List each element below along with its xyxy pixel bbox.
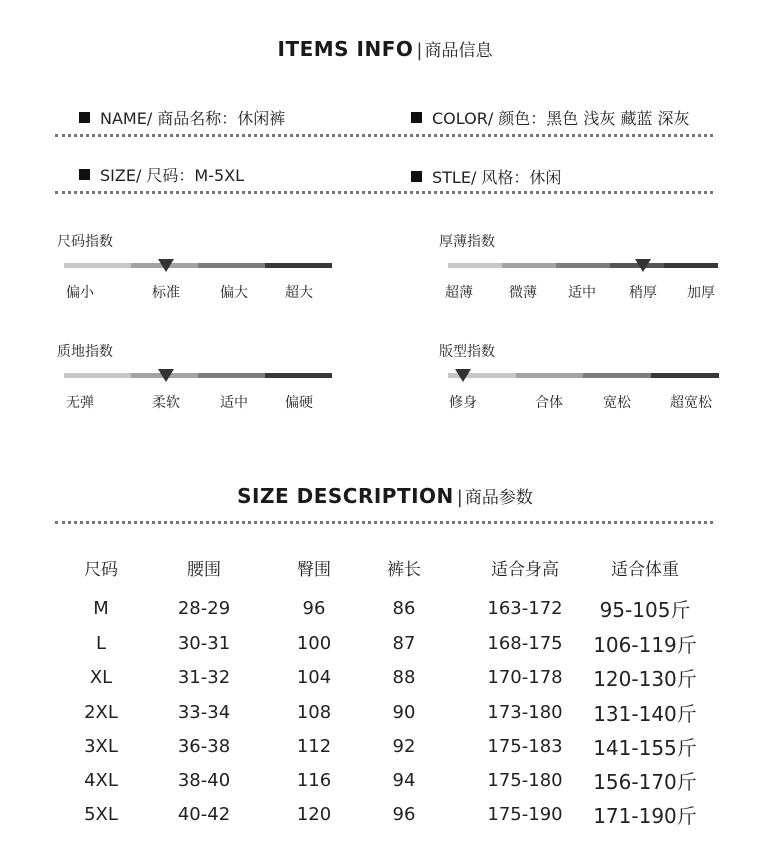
item-size bbox=[79, 163, 244, 186]
table-cell: 156-170斤 bbox=[593, 770, 697, 794]
table-cell: 86 bbox=[392, 598, 416, 619]
item-color bbox=[411, 106, 690, 129]
table-cell: 168-175 bbox=[487, 633, 563, 654]
table-header-cell: 适合身高 bbox=[491, 560, 559, 580]
scale-marker-icon bbox=[455, 369, 471, 382]
table-cell: 96 bbox=[392, 804, 416, 825]
title-separator: | bbox=[416, 40, 423, 61]
scale-option-label: 微薄 bbox=[509, 285, 537, 301]
square-bullet-icon bbox=[79, 169, 90, 180]
table-cell: 106-119斤 bbox=[593, 633, 697, 657]
table-cell: 28-29 bbox=[177, 598, 231, 619]
items-info-title-cn: 商品信息 bbox=[424, 41, 493, 61]
scale-heading: 质地指数 bbox=[57, 344, 113, 360]
divider bbox=[55, 521, 713, 524]
square-bullet-icon bbox=[411, 171, 422, 182]
scale-bar-segment bbox=[448, 263, 502, 268]
divider bbox=[55, 134, 713, 137]
table-cell: L bbox=[95, 633, 107, 654]
item-size-text: SIZE/ 尺码：M-5XL bbox=[100, 166, 245, 185]
scale-bar-segment bbox=[265, 263, 332, 268]
table-cell: 30-31 bbox=[177, 633, 231, 654]
table-cell: 5XL bbox=[84, 804, 118, 825]
scale-option-label: 修身 bbox=[449, 395, 477, 411]
divider bbox=[55, 191, 713, 194]
table-cell: 96 bbox=[302, 598, 326, 619]
scale-option-label: 柔软 bbox=[152, 395, 180, 411]
scale-option-label: 宽松 bbox=[603, 395, 631, 411]
items-info-title-en: ITEMS INFO bbox=[277, 37, 414, 61]
table-cell: 100 bbox=[296, 633, 332, 654]
scale-option-label: 偏大 bbox=[220, 285, 248, 301]
table-cell: XL bbox=[89, 667, 113, 688]
scale-bar-segment bbox=[516, 373, 584, 378]
table-cell: 95-105斤 bbox=[599, 598, 691, 622]
table-cell: 2XL bbox=[84, 702, 118, 723]
scale-bar-segment bbox=[664, 263, 718, 268]
table-header-cell: 裤长 bbox=[387, 560, 421, 580]
table-cell: M bbox=[93, 598, 109, 619]
scale-heading: 尺码指数 bbox=[57, 234, 113, 250]
scale-marker-icon bbox=[635, 259, 651, 272]
scale-option-label: 偏硬 bbox=[285, 395, 313, 411]
table-cell: 40-42 bbox=[177, 804, 231, 825]
item-name-text: NAME/ 商品名称：休闲裤 bbox=[100, 109, 286, 128]
table-cell: 87 bbox=[392, 633, 416, 654]
title-separator: | bbox=[456, 487, 463, 508]
scale-option-label: 超大 bbox=[285, 285, 313, 301]
size-description-title-cn: 商品参数 bbox=[464, 488, 533, 508]
scale-heading: 版型指数 bbox=[439, 344, 495, 360]
table-header-cell: 尺码 bbox=[84, 560, 118, 580]
table-cell: 38-40 bbox=[177, 770, 231, 791]
items-info-title bbox=[0, 36, 770, 61]
table-cell: 163-172 bbox=[487, 598, 563, 619]
square-bullet-icon bbox=[79, 112, 90, 123]
scale-bar-segment bbox=[64, 263, 131, 268]
table-cell: 173-180 bbox=[487, 702, 563, 723]
scale-bar-segment bbox=[198, 373, 265, 378]
table-cell: 175-180 bbox=[487, 770, 563, 791]
scale-bar-segment bbox=[556, 263, 610, 268]
table-cell: 94 bbox=[392, 770, 416, 791]
scale-option-label: 超薄 bbox=[445, 285, 473, 301]
table-cell: 92 bbox=[392, 736, 416, 757]
table-cell: 33-34 bbox=[177, 702, 231, 723]
table-header-cell: 腰围 bbox=[187, 560, 221, 580]
scale-marker-icon bbox=[158, 259, 174, 272]
table-cell: 116 bbox=[296, 770, 332, 791]
scale-option-label: 适中 bbox=[220, 395, 248, 411]
table-cell: 4XL bbox=[84, 770, 118, 791]
square-bullet-icon bbox=[411, 112, 422, 123]
item-name bbox=[79, 106, 285, 129]
scale-option-label: 适中 bbox=[568, 285, 596, 301]
scale-heading: 厚薄指数 bbox=[439, 234, 495, 250]
table-cell: 90 bbox=[392, 702, 416, 723]
table-cell: 171-190斤 bbox=[593, 804, 697, 828]
table-cell: 31-32 bbox=[177, 667, 231, 688]
scale-marker-icon bbox=[158, 369, 174, 382]
table-cell: 120-130斤 bbox=[593, 667, 697, 691]
table-cell: 170-178 bbox=[487, 667, 563, 688]
scale-option-label: 无弹 bbox=[66, 395, 94, 411]
scale-option-label: 稍厚 bbox=[629, 285, 657, 301]
size-description-title bbox=[0, 483, 770, 508]
scale-bar-segment bbox=[198, 263, 265, 268]
scale-option-label: 合体 bbox=[535, 395, 563, 411]
table-header-cell: 臀围 bbox=[297, 560, 331, 580]
scale-bar-segment bbox=[64, 373, 131, 378]
table-cell: 175-183 bbox=[487, 736, 563, 757]
scale-option-label: 标准 bbox=[152, 285, 180, 301]
table-cell: 120 bbox=[296, 804, 332, 825]
scale-option-label: 加厚 bbox=[687, 285, 715, 301]
table-cell: 112 bbox=[296, 736, 332, 757]
scale-bar-segment bbox=[651, 373, 719, 378]
scale-bar-segment bbox=[265, 373, 332, 378]
item-style bbox=[411, 165, 561, 188]
scale-option-label: 偏小 bbox=[66, 285, 94, 301]
table-cell: 141-155斤 bbox=[593, 736, 697, 760]
scale-bar-segment bbox=[583, 373, 651, 378]
item-color-text: COLOR/ 颜色：黑色 浅灰 藏蓝 深灰 bbox=[432, 109, 690, 128]
scale-bar-segment bbox=[502, 263, 556, 268]
size-description-title-en: SIZE DESCRIPTION bbox=[237, 484, 454, 508]
table-cell: 131-140斤 bbox=[593, 702, 697, 726]
table-header-cell: 适合体重 bbox=[611, 560, 679, 580]
table-cell: 104 bbox=[296, 667, 332, 688]
table-cell: 108 bbox=[296, 702, 332, 723]
table-cell: 36-38 bbox=[177, 736, 231, 757]
table-cell: 175-190 bbox=[487, 804, 563, 825]
table-cell: 88 bbox=[392, 667, 416, 688]
item-style-text: STLE/ 风格：休闲 bbox=[432, 168, 562, 187]
table-cell: 3XL bbox=[84, 736, 118, 757]
scale-option-label: 超宽松 bbox=[670, 395, 712, 411]
